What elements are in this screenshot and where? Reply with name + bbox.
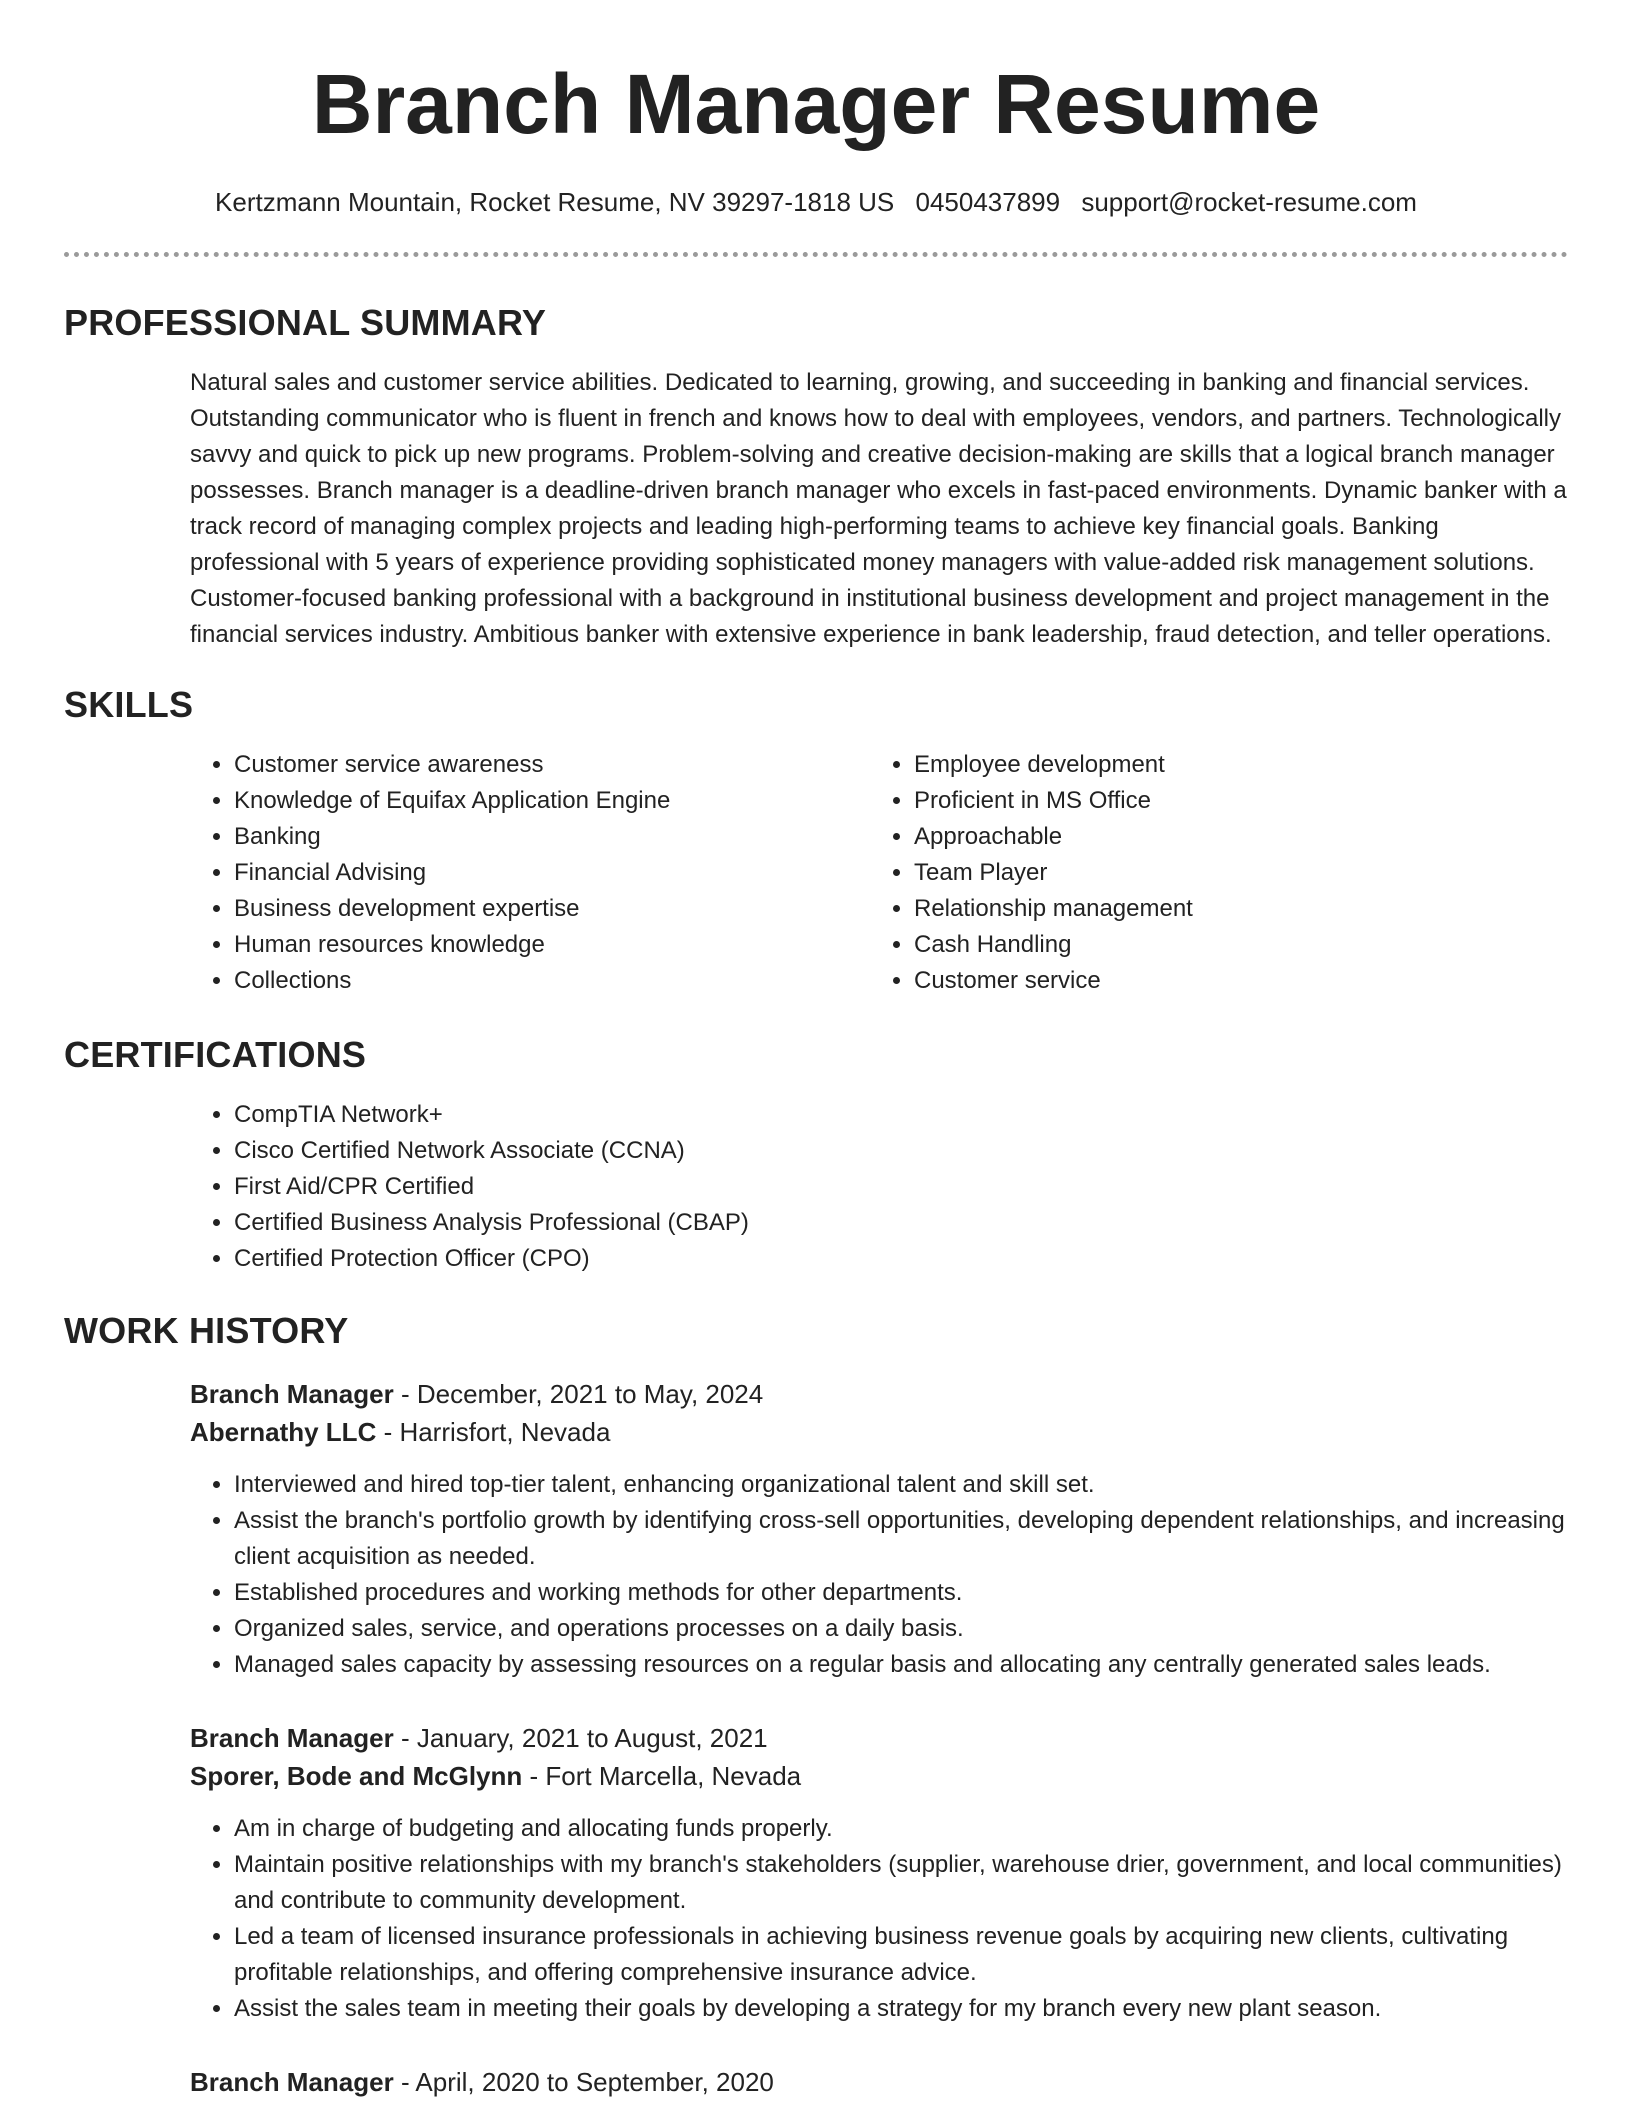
job-title-line [190, 1375, 1568, 1413]
certification-item: • CompTIA Network+ [234, 1097, 1568, 1133]
job-bullet: • Organized sales, service, and operations processes on a daily basis. [234, 1611, 1568, 1647]
contact-address: Kertzmann Mountain, Rocket Resume, NV 39297-1818 US [215, 187, 895, 217]
certification-item: • Certified Business Analysis Professional (CBAP) [234, 1205, 1568, 1241]
job-dates: - April, 2020 to September, 2020 [393, 2067, 774, 2097]
skill-item: • Knowledge of Equifax Application Engine [234, 783, 870, 819]
job-company-line [190, 1757, 1568, 1795]
skill-item: • Collections [234, 963, 870, 999]
contact-phone: 0450437899 [915, 187, 1061, 217]
job-bullets [190, 1467, 1568, 1683]
job-bullet: • Established procedures and working methods for other departments. [234, 1575, 1568, 1611]
job-dates: - December, 2021 to May, 2024 [393, 1379, 764, 1409]
skill-item: • Banking [234, 819, 870, 855]
skills-list [190, 747, 1568, 999]
job-bullet: • Assist the sales team in meeting their goals by developing a strategy for my branch every new plant season. [234, 1991, 1568, 2027]
skill-item: • Financial Advising [234, 855, 870, 891]
skills-heading: SKILLS [64, 684, 194, 725]
skill-item: • Business development expertise [234, 891, 870, 927]
skill-item: • Relationship management [914, 891, 1554, 927]
job-location: - Fort Marcella, Nevada [522, 1761, 802, 1791]
job-title: Branch Manager [190, 2067, 394, 2097]
job-company: Sporer, Bode and McGlynn [190, 1761, 523, 1791]
job-bullet: • Interviewed and hired top-tier talent, enhancing organizational talent and skill set. [234, 1467, 1568, 1503]
work-history-heading: WORK HISTORY [64, 1310, 349, 1351]
skill-item: • Cash Handling [914, 927, 1554, 963]
job-bullet: • Led a team of licensed insurance professionals in achieving business revenue goals by acquiring new clients, cultivating profitable relationships, and offering comprehensive insurance advice. [234, 1919, 1568, 1991]
job-title: Branch Manager [190, 1379, 394, 1409]
skill-item: • Team Player [914, 855, 1554, 891]
job-company-line [190, 1413, 1568, 1451]
certifications-heading: CERTIFICATIONS [64, 1034, 367, 1075]
header-divider [64, 252, 1568, 257]
job-bullet: • Assist the branch's portfolio growth by identifying cross-sell opportunities, developing dependent relationships, and increasing client acquisition as needed. [234, 1503, 1568, 1575]
job-company: Abernathy LLC [190, 1417, 377, 1447]
job-entry [190, 1375, 1568, 1683]
certification-item: • Cisco Certified Network Associate (CCNA) [234, 1133, 1568, 1169]
skill-item: • Customer service awareness [234, 747, 870, 783]
job-title: Branch Manager [190, 1723, 394, 1753]
skill-item: • Proficient in MS Office [914, 783, 1554, 819]
contact-email: support@rocket-resume.com [1081, 187, 1417, 217]
summary-text: Natural sales and customer service abilities. Dedicated to learning, growing, and succeeding in banking and financial services. Outstanding communicator who is fluent in french and knows how to deal with employees, vendors, and partners. Technologically savvy and quick to pick up new programs. Problem-solving and creative decision-making are skills that a logical branch manager possesses. Branch manager is a deadline-driven branch manager who excels in fast-paced environments. Dynamic banker with a track record of managing complex projects and leading high-performing teams to achieve key financial goals. Banking professional with 5 years of experience providing sophisticated money managers with value-added risk management solutions. Customer-focused banking professional with a background in institutional business development and project management in the financial services industry. Ambitious banker with extensive experience in bank leadership, fraud detection, and teller operations. [190, 369, 1567, 648]
job-location: - Harrisfort, Nevada [376, 1417, 611, 1447]
job-title-line [190, 2063, 1568, 2101]
job-entry [190, 1719, 1568, 2027]
skill-item: • Employee development [914, 747, 1554, 783]
certifications-list [190, 1097, 1568, 1277]
summary-heading: PROFESSIONAL SUMMARY [64, 302, 547, 343]
contact-info [64, 186, 1568, 218]
job-bullet: • Am in charge of budgeting and allocating funds properly. [234, 1811, 1568, 1847]
job-bullets [190, 1811, 1568, 2027]
certification-item: • First Aid/CPR Certified [234, 1169, 1568, 1205]
skill-item: • Customer service [914, 963, 1554, 999]
skills-column-right [870, 747, 1554, 999]
skills-column-left [190, 747, 870, 999]
job-entry [190, 2063, 1568, 2101]
certification-item: • Certified Protection Officer (CPO) [234, 1241, 1568, 1277]
resume-title: Branch Manager Resume [311, 57, 1321, 151]
skill-item: • Approachable [914, 819, 1554, 855]
job-title-line [190, 1719, 1568, 1757]
job-bullet: • Managed sales capacity by assessing resources on a regular basis and allocating any centrally generated sales leads. [234, 1647, 1568, 1683]
job-bullet: • Maintain positive relationships with my branch's stakeholders (supplier, warehouse drier, government, and local communities) and contribute to community development. [234, 1847, 1568, 1919]
skill-item: • Human resources knowledge [234, 927, 870, 963]
job-dates: - January, 2021 to August, 2021 [393, 1723, 768, 1753]
